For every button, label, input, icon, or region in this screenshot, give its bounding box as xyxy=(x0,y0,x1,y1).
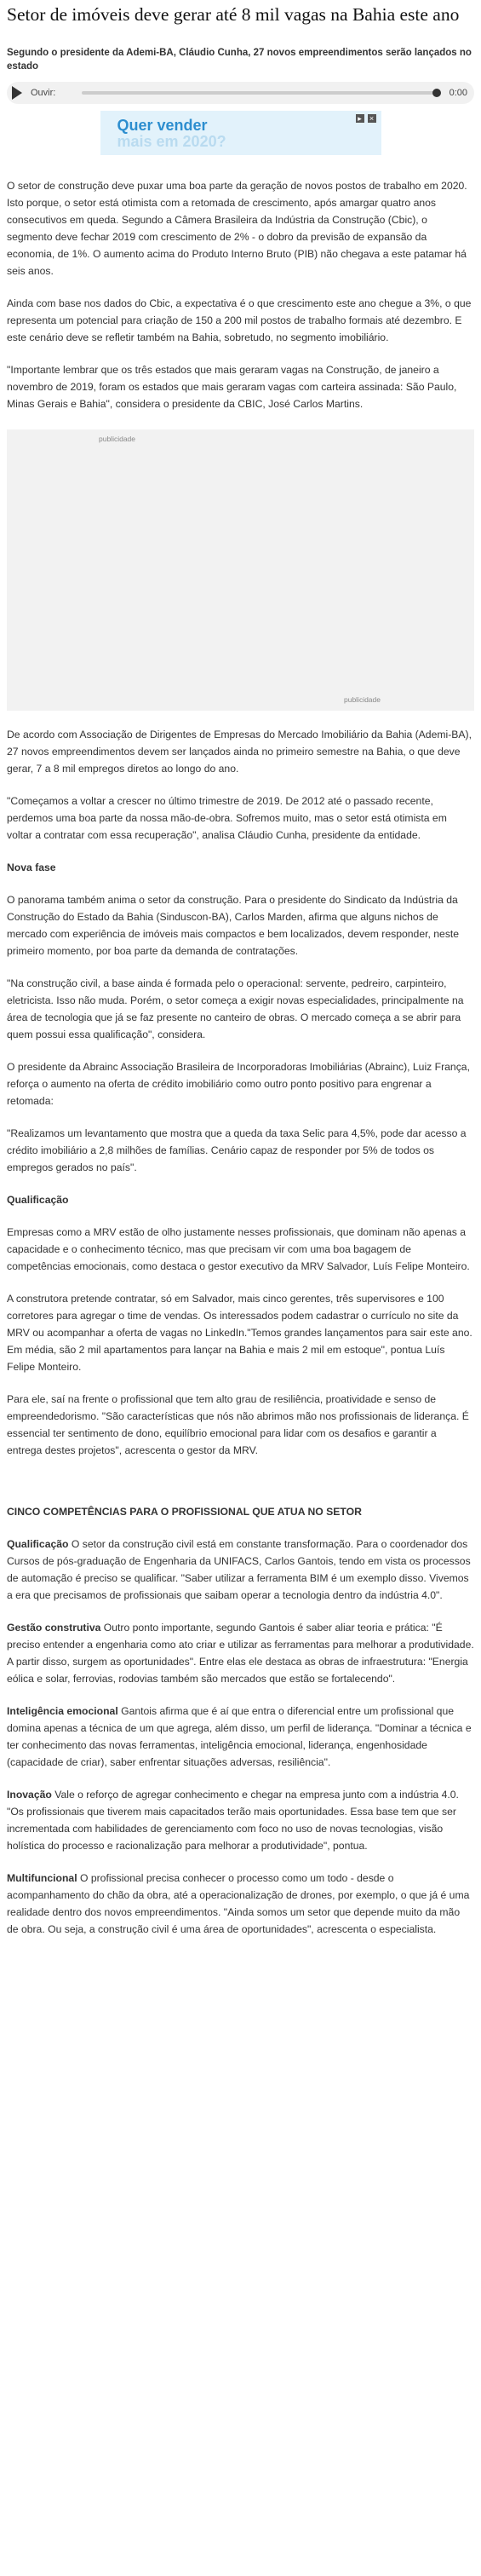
paragraph: O presidente da Abrainc Associação Brasileira de Incorporadoras Imobiliárias (Abrainc), Luiz França, reforça o aumento na oferta de crédito imobiliário como outro ponto positivo para engrenar a retomada: xyxy=(7,1061,470,1107)
audio-player xyxy=(7,82,474,104)
ad-controls xyxy=(356,114,376,123)
play-icon[interactable] xyxy=(12,86,22,100)
paragraph: Empresas como a MRV estão de olho justamente nesses profissionais, que dominam não apenas a capacidade e o conhecimento técnico, mas que precisam vir com uma boa bagagem de competências emocionais, como destaca o gestor executivo da MRV Salvador, Luís Felipe Monteiro. xyxy=(7,1226,470,1272)
ad-label: publicidade xyxy=(99,435,136,443)
competency-title: Gestão construtiva xyxy=(7,1622,101,1634)
listen-label: Ouvir: xyxy=(31,88,56,98)
paragraph: Ainda com base nos dados do Cbic, a expectativa é o que crescimento este ano chegue a 3%, o que representa um potencial para criação de 150 a 200 mil postos de trabalho formais até dezembro. E este cenário deve se refletir também na Bahia, sobretudo, no segmento imobiliário. xyxy=(7,297,472,343)
paragraph: Para ele, saí na frente o profissional que tem alto grau de resiliência, proatividade e senso de empreendedorismo. "São características que nós não abrimos mão nos profissionais de liderança. É essencial ter sentimento de dono, equilíbrio emocional para lidar com os desafios e garantir a entrega destes projetos", acrescenta o gestor da MRV. xyxy=(7,1393,469,1456)
section-heading: Nova fase xyxy=(7,862,56,873)
ad-placeholder xyxy=(7,429,474,711)
ad-banner[interactable] xyxy=(100,111,381,155)
competency-title: Qualificação xyxy=(7,1538,69,1550)
article-title: Setor de imóveis deve gerar até 8 mil vagas na Bahia este ano xyxy=(7,4,460,25)
ad-label: publicidade xyxy=(343,695,381,704)
competency-item xyxy=(7,1870,474,1938)
paragraph: "Começamos a voltar a crescer no último trimestre de 2019. De 2012 até o passado recente, perdemos uma boa parte da nossa mão-de-obra. Sofremos muito, mas o setor está otimista em voltar a contratar com essa recuperação", analisa Cláudio Cunha, presidente da entidade. xyxy=(7,795,447,841)
competency-text: Gantois afirma que é aí que entra o diferencial entre um profissional que domina apenas a técnica de um que agrega, além disso, um perfil de liderança. "Dominar a técnica e ter conhecimento das novas ferramentas, inteligência emocional, liderança, engenhosidade (capacidade de criar), saber enfrentar situações adversas, resiliência". xyxy=(7,1705,472,1768)
competency-title: Multifuncional xyxy=(7,1872,77,1884)
audio-time: 0:00 xyxy=(449,88,467,98)
paragraph: "Na construção civil, a base ainda é formada pelo o operacional: servente, pedreiro, carpinteiro, eletricista. Isso não muda. Porém, o setor começa a exigir novas especialidades, principalmente na área de tecnologia que já se faz presente no canteiro de obras. O mercado começa a se abrir para quem possui essa qualificação", considera. xyxy=(7,977,464,1040)
competency-item xyxy=(7,1703,474,1771)
competency-text: Vale o reforço de agregar conhecimento e chegar na empresa junto com a indústria 4.0. "Os profissionais que tiverem mais capacitados terão mais oportunidades. Essa base tem que ser incrementada com habilidades de gerenciamento com foco no uso de novas tecnologias, visão holística do processo e racionalização para melhorar a produtividade", pontua. xyxy=(7,1789,459,1852)
paragraph: "Realizamos um levantamento que mostra que a queda da taxa Selic para 4,5%, pode dar acesso a crédito imobiliário a 2,8 milhões de famílias. Cenário capaz de responder por 5% de todos os empregos gerados no país". xyxy=(7,1127,467,1173)
competency-title: Inteligência emocional xyxy=(7,1705,118,1717)
ad-banner-line1: Quer vender xyxy=(117,117,208,134)
competency-item xyxy=(7,1536,474,1604)
competency-text: Outro ponto importante, segundo Gantois é saber aliar teoria e prática: "É preciso entender a engenharia como ato criar e utilizar as ferramentas para melhorar a produtividade. A partir disso, surgem as oportunidades". Entre elas ele destaca as obras de infraestrutura: "Energia eólica e solar, ferrovias, rodovias também são mercados que estão se fortalecendo". xyxy=(7,1622,474,1685)
competency-text: O setor da construção civil está em constante transformação. Para o coordenador dos Cursos de pós-graduação de Engenharia da UNIFACS, Carlos Gantois, tendo em vista os processos de automação é preciso se qualificar. "Saber utilizar a ferramenta BIM é um exemplo disso. Vivemos a era que precisamos de profissionais que saibam operar a tecnologia dentro da indústria 4.0". xyxy=(7,1538,471,1601)
competency-text: O profissional precisa conhecer o processo como um todo - desde o acompanhamento do chão da obra, até a operacionalização de drones, por exemplo, o que já é uma realidade dentro dos novos empreendimentos. "Ainda somos um setor que depende muito da mão de obra. Ou seja, a construção civil é uma área de oportunidades", acrescenta o especialista. xyxy=(7,1872,470,1935)
article-subtitle: Segundo o presidente da Ademi-BA, Cláudio Cunha, 27 novos empreendimentos serão lançados no estado xyxy=(7,48,472,72)
paragraph: O setor de construção deve puxar uma boa parte da geração de novos postos de trabalho em 2020. Isto porque, o setor está otimista com a retomada de crescimento, após amargar quatro anos consecutivos em queda. Segundo a Câmera Brasileira da Indústria da Construção (Cbic), o segmento deve fechar 2019 com crescimento de 2% - o dobro da previsão de expansão da economia, de 1%. O aumento acima do Produto Interno Bruto (PIB) não chegava a este patamar há seis anos. xyxy=(7,180,467,277)
ad-banner-line2: mais em 2020? xyxy=(117,133,226,150)
audio-progress-slider[interactable] xyxy=(82,91,441,95)
paragraph: A construtora pretende contratar, só em Salvador, mais cinco gerentes, três supervisores e 100 corretores para agregar o time de vendas. Os interessados podem cadastrar o currículo no site da MRV ou acompanhar a oferta de vagas no LinkedIn."Temos grandes lançamentos para sair este ano. Em média, são 2 mil apartamentos para lançar na Bahia e mais 2 mil em estoque", pontua Luís Felipe Monteiro. xyxy=(7,1293,472,1373)
paragraph: "Importante lembrar que os três estados que mais geraram vagas na Construção, de janeiro a novembro de 2019, foram os estados que mais geraram vagas com carteira assinada: São Paulo, Minas Gerais e Bahia", considera o presidente da CBIC, José Carlos Martins. xyxy=(7,364,457,410)
competency-item xyxy=(7,1619,474,1687)
paragraph: De acordo com Associação de Dirigentes de Empresas do Mercado Imobiliário da Bahia (Ademi-BA), 27 novos empreendimentos devem ser lançados ainda no primeiro semestre na Bahia, o que deve gerar, 7 a 8 mil empregos diretos ao longo do ano. xyxy=(7,729,472,775)
competency-item xyxy=(7,1786,474,1854)
close-icon[interactable]: × xyxy=(368,114,376,123)
section-heading: CINCO COMPETÊNCIAS PARA O PROFISSIONAL QUE ATUA NO SETOR xyxy=(7,1506,362,1518)
competency-title: Inovação xyxy=(7,1789,52,1801)
section-heading: Qualificação xyxy=(7,1194,69,1206)
paragraph: O panorama também anima o setor da construção. Para o presidente do Sindicato da Indústria da Construção do Estado da Bahia (Sinduscon-BA), Carlos Marden, afirma que alguns nichos de mercado com experiência de imóveis mais compactos e bem localizados, devem responder, neste primeiro momento, por boa parte da demanda de contratações. xyxy=(7,894,460,957)
progress-knob[interactable] xyxy=(432,89,441,97)
ad-banner-text xyxy=(117,118,226,150)
adchoices-icon[interactable]: ▸ xyxy=(356,114,364,123)
